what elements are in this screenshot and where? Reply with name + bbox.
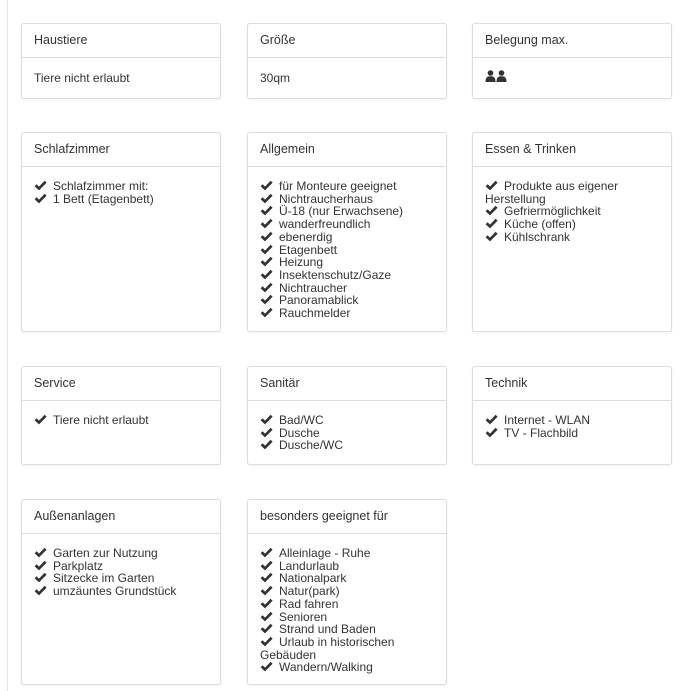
feature-label: Wandern/Walking [279,660,373,675]
feature-label: Alleinlage - Ruhe [279,546,371,560]
feature-list [248,401,446,460]
feature-label: Rad fahren [279,596,339,611]
checkmark-icon [34,193,47,204]
feature-label: Insektenschutz/Gaze [279,267,392,282]
panel-title: Belegung max. [473,24,671,58]
feature-list [22,167,220,213]
checkmark-icon [260,572,273,583]
feature-list [22,401,220,435]
left-divider [7,0,8,691]
checkmark-icon [260,180,273,191]
feature-item [260,307,434,320]
feature-label: Ü-18 (nur Erwachsene) [279,204,404,219]
feature-label: Garten zur Nutzung [53,546,158,560]
feature-label: Nichtraucherhaus [279,191,374,206]
panel-value: Tiere nicht erlaubt [34,71,130,85]
checkmark-icon [260,414,273,425]
panel-title: Schlafzimmer [22,133,220,167]
checkmark-icon [260,282,273,293]
feature-label: Bad/WC [279,413,324,427]
two-persons-icon [485,70,507,85]
checkmark-icon [260,307,273,318]
checkmark-icon [260,585,273,596]
panel-haustiere [21,23,221,99]
checkmark-icon [260,611,273,622]
checkmark-icon [260,623,273,634]
feature-item [34,193,208,206]
feature-label: Dusche [279,425,320,440]
feature-label: für Monteure geeignet [279,179,397,193]
feature-label: Schlafzimmer mit: [53,179,149,193]
panel-belegung [472,23,672,99]
checkmark-icon [34,585,47,596]
panel-title: Allgemein [248,133,446,167]
feature-label: Produkte aus eigener Herstellung [485,179,619,206]
feature-list [248,167,446,328]
checkmark-icon [260,427,273,438]
checkmark-icon [260,205,273,216]
panel-besonders-geeignet [247,499,447,685]
feature-label: Nichtraucher [279,280,348,295]
panel-schlafzimmer [21,132,221,332]
feature-label: Natur(park) [279,584,340,599]
panel-essen-trinken [472,132,672,332]
checkmark-icon [260,244,273,255]
panel-title: Größe [248,24,446,58]
feature-item [34,414,208,427]
checkmark-icon [485,414,498,425]
feature-label: Parkplatz [53,558,104,573]
panel-title: Essen & Trinken [473,133,671,167]
feature-list [473,401,671,447]
panel-allgemein [247,132,447,332]
feature-label: Kühlschrank [504,229,571,244]
checkmark-icon [260,269,273,280]
feature-label: Etagenbett [279,242,338,257]
feature-label: Gefriermöglichkeit [504,204,601,219]
feature-label: Internet - WLAN [504,413,591,427]
panel-title: Haustiere [22,24,220,58]
checkmark-icon [485,231,498,242]
panel-value: 30qm [260,71,291,85]
feature-label: 1 Bett (Etagenbett) [53,191,154,206]
feature-list [248,534,446,682]
feature-item [485,180,659,205]
panel-groesse [247,23,447,99]
checkmark-icon [485,218,498,229]
panel-title: Sanitär [248,367,446,401]
checkmark-icon [260,560,273,571]
checkmark-icon [260,598,273,609]
checkmark-icon [260,439,273,450]
feature-label: Landurlaub [279,558,340,573]
feature-label: Sitzecke im Garten [53,571,155,586]
panel-title: Service [22,367,220,401]
checkmark-icon [260,256,273,267]
panel-service [21,366,221,465]
feature-label: Senioren [279,609,328,624]
feature-label: Tiere nicht erlaubt [53,413,149,427]
checkmark-icon [260,231,273,242]
feature-item [485,231,659,244]
checkmark-icon [34,560,47,571]
checkmark-icon [485,427,498,438]
panel-title: Außenanlagen [22,500,220,534]
feature-label: TV - Flachbild [504,425,579,440]
checkmark-icon [260,294,273,305]
checkmark-icon [485,205,498,216]
checkmark-icon [260,193,273,204]
feature-label: Rauchmelder [279,306,351,321]
panel-sanitaer [247,366,447,465]
feature-item [34,585,208,598]
checkmark-icon [34,572,47,583]
panel-technik [472,366,672,465]
feature-item [260,661,434,674]
feature-label: ebenerdig [279,229,333,244]
feature-label: Küche (offen) [504,217,576,232]
feature-label: Panoramablick [279,293,359,308]
feature-list [473,167,671,252]
checkmark-icon [260,547,273,558]
checkmark-icon [34,180,47,191]
feature-label: Nationalpark [279,571,347,586]
checkmark-icon [34,547,47,558]
feature-label: Urlaub in historischen Gebäuden [260,634,395,662]
feature-list [22,534,220,606]
checkmark-icon [34,414,47,425]
checkmark-icon [260,218,273,229]
checkmark-icon [485,180,498,191]
feature-item [260,636,434,661]
feature-label: Dusche/WC [279,438,344,453]
feature-item [260,439,434,452]
feature-label: wanderfreundlich [279,217,371,232]
panel-title: Technik [473,367,671,401]
feature-label: Heizung [279,255,324,270]
feature-label: Strand und Baden [279,622,376,637]
feature-label: umzäuntes Grundstück [53,584,177,599]
checkmark-icon [260,661,273,672]
panel-title: besonders geeignet für [248,500,446,534]
panel-aussenanlagen [21,499,221,685]
checkmark-icon [260,636,273,647]
feature-item [485,427,659,440]
